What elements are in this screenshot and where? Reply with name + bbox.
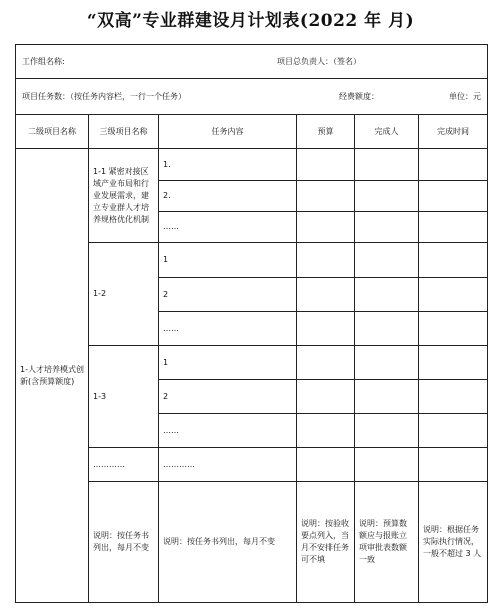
budget-cell: [297, 278, 355, 312]
deadline-cell: [419, 212, 488, 243]
task-cell: 1: [159, 243, 297, 278]
task-cell: 1.: [159, 149, 297, 181]
owner-cell: [355, 448, 419, 482]
budget-label: 经费额度：: [339, 91, 380, 101]
task-cell: 2: [159, 278, 297, 312]
budget-cell: [297, 149, 355, 181]
group-name-label: 工作组名称:: [22, 56, 65, 66]
task-cell: ……: [159, 312, 297, 346]
header-level3: 三级项目名称: [89, 115, 159, 149]
deadline-cell: [419, 278, 488, 312]
task-count-label: 项目任务数：（按任务内容栏，一行一个任务）: [22, 91, 186, 101]
level3-name: 1-3: [89, 346, 159, 448]
deadline-cell: [419, 243, 488, 278]
owner-cell: [355, 312, 419, 346]
note-owner: 说明：根据任务实际执行情况，一般不超过 3 人: [419, 482, 488, 603]
level3-name: …………: [89, 448, 159, 482]
deadline-cell: [419, 149, 488, 181]
table-row: [16, 149, 488, 181]
header-deadline: 完成时间: [419, 115, 488, 149]
task-cell: 2: [159, 380, 297, 414]
owner-cell: [355, 243, 419, 278]
owner-cell: [355, 181, 419, 212]
page-title: “双高”专业群建设月计划表(2022 年 月): [86, 11, 415, 31]
deadline-cell: [419, 181, 488, 212]
info-row-2: [16, 79, 488, 115]
budget-cell: [297, 181, 355, 212]
unit-label: 单位：元: [449, 91, 482, 101]
budget-cell: [297, 212, 355, 243]
level3-name: 1-1 紧密对接区域产业布局和行业发展需求，建立专业群人才培养规格优化机制: [89, 149, 159, 243]
budget-cell: [297, 346, 355, 380]
owner-cell: [355, 149, 419, 181]
note-budget: 说明：预算数额应与报账立项审批表数额一致: [355, 482, 419, 603]
deadline-cell: [419, 380, 488, 414]
owner-cell: [355, 346, 419, 380]
budget-cell: [297, 380, 355, 414]
header-row: [16, 115, 488, 149]
info-row-1: [16, 45, 488, 79]
budget-cell: [297, 448, 355, 482]
note-level2: 说明：按任务书列出，每月不变: [89, 482, 159, 603]
deadline-cell: [419, 448, 488, 482]
task-cell: …………: [159, 448, 297, 482]
task-cell: 2.: [159, 181, 297, 212]
owner-cell: [355, 278, 419, 312]
header-task: 任务内容: [159, 115, 297, 149]
owner-cell: [355, 380, 419, 414]
note-task: 说明：按验收要点列入，当月不安排任务可不填: [297, 482, 355, 603]
owner-cell: [355, 414, 419, 448]
header-budget: 预算: [297, 115, 355, 149]
deadline-cell: [419, 346, 488, 380]
header-owner: 完成人: [355, 115, 419, 149]
task-cell: 1: [159, 346, 297, 380]
budget-cell: [297, 243, 355, 278]
budget-cell: [297, 414, 355, 448]
task-cell: ……: [159, 414, 297, 448]
deadline-cell: [419, 414, 488, 448]
level2-name: 1-人才培养模式创新(含预算额度): [16, 149, 89, 603]
note-level3: 说明：按任务书列出，每月不变: [159, 482, 297, 603]
budget-cell: [297, 312, 355, 346]
level3-name: 1-2: [89, 243, 159, 346]
owner-cell: [355, 212, 419, 243]
plan-table: [15, 44, 488, 603]
leader-label: 项目总负责人：（签名）: [277, 56, 362, 66]
header-level2: 二级项目名称: [16, 115, 89, 149]
deadline-cell: [419, 312, 488, 346]
task-cell: ……: [159, 212, 297, 243]
